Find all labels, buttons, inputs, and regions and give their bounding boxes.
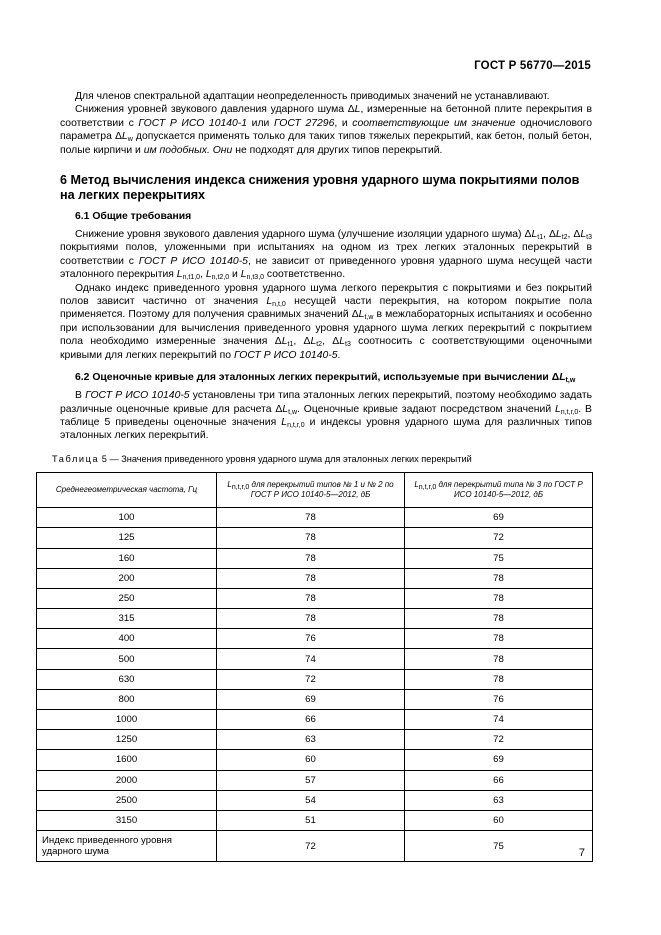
table-row (37, 750, 593, 770)
table-row (37, 810, 593, 830)
frequency-cell: 160 (37, 548, 217, 568)
value-type-3-cell: 78 (405, 629, 593, 649)
page-number: 7 (578, 847, 585, 859)
value-types-1-2-cell: 78 (217, 609, 405, 629)
value-types-1-2-cell: 78 (217, 508, 405, 528)
document-code: ГОСТ Р 56770—2015 (474, 60, 591, 72)
value-type-3-cell: 69 (405, 750, 593, 770)
value-types-1-2-cell: 51 (217, 810, 405, 830)
table-5-caption: Таблица 5 — Значения приведенного уровня ударного шума для эталонных легких перекрытий (52, 453, 472, 464)
table-row (37, 770, 593, 790)
value-types-1-2-cell: 72 (217, 669, 405, 689)
table-row (37, 730, 593, 750)
index-value-type-3: 75 (405, 831, 593, 862)
value-types-1-2-cell: 63 (217, 730, 405, 750)
value-types-1-2-cell: 76 (217, 629, 405, 649)
value-types-1-2-cell: 57 (217, 770, 405, 790)
table-row (37, 689, 593, 709)
value-type-3-cell: 69 (405, 508, 593, 528)
value-type-3-cell: 78 (405, 568, 593, 588)
section-6-1-heading: 6.1 Общие требования (75, 211, 192, 223)
table-row (37, 710, 593, 730)
index-value-types-1-2: 72 (217, 831, 405, 862)
paragraph-6-1-b: Однако индекс приведенного уровня ударного шума легкого перекрытия с покрытиями и без покрытий полов зависит частично от значения $L_{n,t,0}$ несущей части перекрытия, на котором покрытие пола применяется. Поэтому для получения сравнимых значений $\Delta L_{t,w}$ в межлабораторных испытаниях и особенно при использовании для вычисления приведенного уровня ударного шума легких перекрытий с покрытием пола необходимо измеренные значения $\Delta L_{t1}$, $\Delta L_{t2}$, $\Delta L_{t3}$ соотносить с соответствующими оценочными кривыми для легких перекрытий по ГОСТ Р ИСО 10140-5. (60, 282, 593, 361)
value-type-3-cell: 76 (405, 689, 593, 709)
value-type-3-cell: 72 (405, 730, 593, 750)
frequency-cell: 125 (37, 528, 217, 548)
table-index-row (37, 831, 593, 862)
frequency-cell: 630 (37, 669, 217, 689)
value-type-3-cell: 60 (405, 810, 593, 830)
value-types-1-2-cell: 74 (217, 649, 405, 669)
section-6-2-heading: 6.2 Оценочные кривые для эталонных легких перекрытий, используемые при вычислении $\Delta L_{t,w}$ (75, 372, 576, 385)
table-row (37, 528, 593, 548)
value-types-1-2-cell: 78 (217, 588, 405, 608)
frequency-cell: 200 (37, 568, 217, 588)
column-header-type-3: $L_{n,t,r,0}$ для перекрытий типа № 3 по ГОСТ Р ИСО 10140-5—2012, дБ (405, 473, 593, 508)
value-type-3-cell: 78 (405, 588, 593, 608)
table-row (37, 568, 593, 588)
value-types-1-2-cell: 66 (217, 710, 405, 730)
table-row (37, 508, 593, 528)
value-types-1-2-cell: 69 (217, 689, 405, 709)
value-types-1-2-cell: 78 (217, 548, 405, 568)
page-body (42, 90, 593, 862)
frequency-cell: 2500 (37, 790, 217, 810)
frequency-cell: 1000 (37, 710, 217, 730)
frequency-cell: 500 (37, 649, 217, 669)
table-header-row (37, 473, 593, 508)
value-type-3-cell: 78 (405, 649, 593, 669)
value-type-3-cell: 72 (405, 528, 593, 548)
table-row (37, 548, 593, 568)
paragraph-heavy-floors: Снижения уровней звукового давления ударного шума ΔL, измеренные на бетонной плите перекрытия в соответствии с ГОСТ Р ИСО 10140-1 или ГОСТ 27296, и соответствующие им значение одночислового параметра $\Delta L_w$ допускается применять только для таких типов тяжелых перекрытий, как бетон, полый бетон, полые кирпичи и им подобных. Они не подходят для других типов перекрытий. (60, 104, 593, 156)
frequency-cell: 3150 (37, 810, 217, 830)
frequency-cell: 250 (37, 588, 217, 608)
value-type-3-cell: 78 (405, 609, 593, 629)
table-row (37, 790, 593, 810)
frequency-cell: 400 (37, 629, 217, 649)
column-header-frequency: Среднегеометрическая частота, Гц (37, 473, 217, 508)
table-5 (36, 472, 593, 862)
section-6-heading: 6 Метод вычисления индекса снижения уровня ударного шума покрытиями полов на легких перекрытиях (60, 173, 580, 203)
value-type-3-cell: 63 (405, 790, 593, 810)
table-row (37, 609, 593, 629)
value-types-1-2-cell: 54 (217, 790, 405, 810)
value-types-1-2-cell: 60 (217, 750, 405, 770)
value-type-3-cell: 75 (405, 548, 593, 568)
frequency-cell: 800 (37, 689, 217, 709)
value-type-3-cell: 66 (405, 770, 593, 790)
paragraph-6-1-a: Снижение уровня звукового давления ударного шума (улучшение изоляции ударного шума) $\Delta L_{t1}$, $\Delta L_{t2}$, $\Delta L_{t3}$ покрытиями полов, уложенными при испытаниях на одном из трех легких эталонных перекрытий в соответствии с ГОСТ Р ИСО 10140-5, не зависит от приведенного уровня ударного шума несущей части эталонного перекрытия $L_{n,t1,0}$, $L_{n,t2,0}$ и $L_{n,t3,0}$ соответственно. (60, 229, 592, 282)
index-label-cell: Индекс приведенного уровня ударного шума (37, 831, 217, 862)
value-types-1-2-cell: 78 (217, 568, 405, 588)
value-type-3-cell: 78 (405, 669, 593, 689)
frequency-cell: 1250 (37, 730, 217, 750)
frequency-cell: 1600 (37, 750, 217, 770)
table-row (37, 588, 593, 608)
value-type-3-cell: 74 (405, 710, 593, 730)
column-header-types-1-2: $L_{n,t,r,0}$ для перекрытий типов № 1 и № 2 по ГОСТ Р ИСО 10140-5—2012, дБ (217, 473, 405, 508)
value-types-1-2-cell: 78 (217, 528, 405, 548)
table-row (37, 669, 593, 689)
frequency-cell: 100 (37, 508, 217, 528)
table-row (37, 629, 593, 649)
frequency-cell: 2000 (37, 770, 217, 790)
paragraph-spectral: Для членов спектральной адаптации неопределенность приводимых значений не устанавливают. (75, 91, 550, 102)
paragraph-6-2: В ГОСТ Р ИСО 10140-5 установлены три типа эталонных легких перекрытий, поэтому необходимо задать различные оценочные кривые для расчета $\Delta L_{t,w}$. Оценочные кривые задают посредством значений $L_{n,t,r,0}$. В таблице 5 приведены оценочные значения $L_{n,t,r,0}$ и индексы уровня ударного шума для различных типов эталонных легких перекрытий. (60, 390, 592, 442)
frequency-cell: 315 (37, 609, 217, 629)
table-row (37, 649, 593, 669)
